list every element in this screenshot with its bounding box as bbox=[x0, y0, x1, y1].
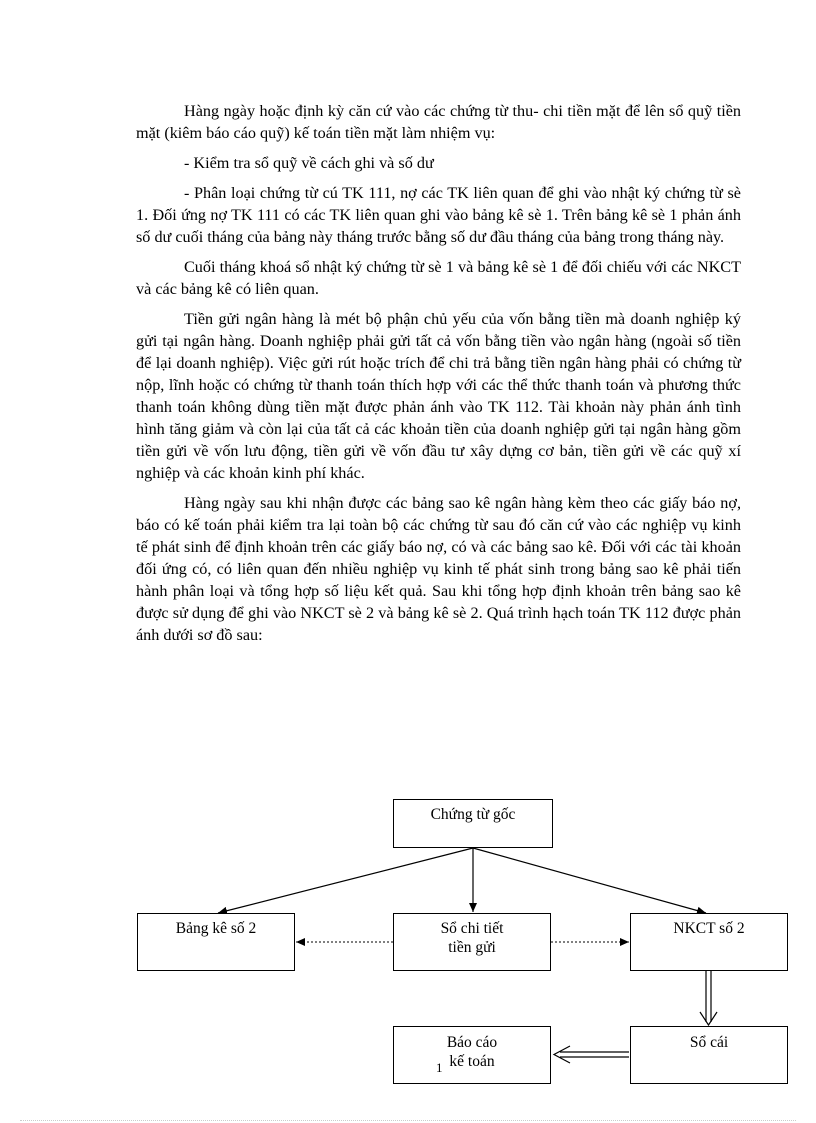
center-label-1: Sổ chi tiết bbox=[440, 920, 504, 937]
root-box bbox=[393, 799, 553, 848]
arrow-root-left bbox=[218, 848, 473, 913]
left-label: Bảng kê số 2 bbox=[175, 920, 257, 937]
report-label-2: kế toán bbox=[449, 1053, 495, 1070]
double-arrow-left-head bbox=[554, 1046, 570, 1063]
center-label-2: tiền gửi bbox=[448, 939, 496, 956]
bullet-item: - Phân loại chứng từ cú TK 111, nợ các TK liên quan để ghi vào nhật ký chứng từ sè 1. Đối ứng nợ TK 111 có các TK liên quan ghi vào bảng kê sè 1. Trên bảng kê sè 1 phản ánh số dư cuối tháng của bảng này tháng trước bằng số dư đầu tháng của bảng trong tháng này. bbox=[136, 184, 741, 246]
report-box bbox=[393, 1026, 551, 1084]
center-box bbox=[393, 913, 551, 971]
report-label-1: Báo cáo bbox=[446, 1034, 498, 1051]
footer-divider bbox=[20, 1120, 796, 1121]
paragraph: Tiền gửi ngân hàng là mét bộ phận chủ yếu của vốn bằng tiền mà doanh nghiệp ký gửi tại ngân hàng. Doanh nghiệp phải gửi tất cả vốn bằng tiền vào ngân hàng (ngoài số tiền để lại doanh nghiệp). Việc gửi rút hoặc trích để chi trả bằng tiền ngân hàng phải có chứng từ nộp, lĩnh hoặc có chứng từ thanh toán thích hợp với các thể thức thanh toán và phương thức thanh toán không dùng tiền mặt được phản ánh vào TK 112. Tài khoản này phản ánh tình hình tăng giảm và còn lại của tất cả các khoản tiền của doanh nghiệp gửi tại ngân hàng gồm tiền gửi về vốn lưu động, tiền gửi về vốn đầu tư xây dựng cơ bản, tiền gửi về các quỹ xí nghiệp và các khoản kinh phí khác. bbox=[136, 310, 741, 482]
right-box bbox=[630, 913, 788, 971]
left-box bbox=[137, 913, 295, 971]
ledger-box bbox=[630, 1026, 788, 1084]
page-number: 1 bbox=[436, 1060, 443, 1075]
double-arrow-down-head bbox=[700, 1012, 717, 1025]
paragraph: Cuối tháng khoá sổ nhật ký chứng từ sè 1 và bảng kê sè 1 để đối chiếu với các NKCT và các bảng kê có liên quan. bbox=[136, 258, 741, 298]
paragraph: Hàng ngày hoặc định kỳ căn cứ vào các chứng từ thu- chi tiền mặt để lên sổ quỹ tiền mặt (kiêm báo cáo quỹ) kế toán tiền mặt làm nhiệm vụ: bbox=[136, 102, 741, 142]
arrow-root-right bbox=[473, 848, 706, 913]
right-label: NKCT số 2 bbox=[673, 920, 745, 937]
bullet-item: - Kiểm tra sổ quỹ về cách ghi và số dư bbox=[184, 154, 434, 172]
paragraph: Hàng ngày sau khi nhận được các bảng sao kê ngân hàng kèm theo các giấy báo nợ, báo có kế toán phải kiểm tra lại toàn bộ các chứng từ sau đó căn cứ vào các nghiệp vụ kinh tế phát sinh để định khoản trên các giấy báo nợ, có và các bảng sao kê. Đối với các tài khoản đối ứng có, có liên quan đến nhiều nghiệp vụ kinh tế phát sinh trong bảng sao kê phải tiến hành phân loại và tổng hợp số liệu kết quả. Sau khi tổng hợp định khoản trên bảng sao kê được sử dụng để ghi vào NKCT sè 2 và bảng kê sè 2. Quá trình hạch toán TK 112 được phản ánh dưới sơ đồ sau: bbox=[136, 494, 741, 644]
ledger-label: Sổ cái bbox=[689, 1034, 729, 1051]
root-label: Chứng từ gốc bbox=[430, 806, 516, 823]
